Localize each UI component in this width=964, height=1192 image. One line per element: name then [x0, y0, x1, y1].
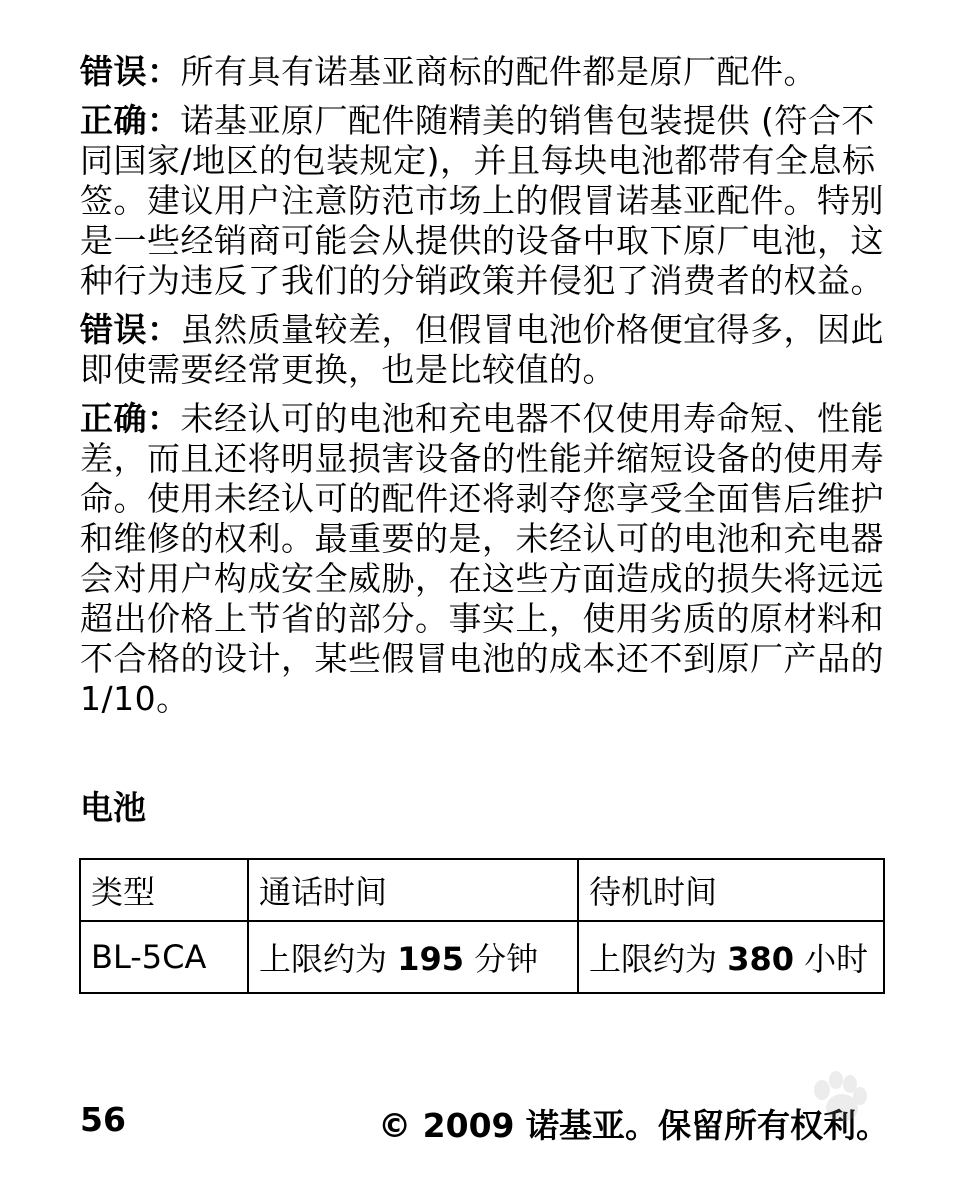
header-standby-time: 待机时间 — [578, 859, 884, 921]
label-wrong: 错误： — [80, 52, 181, 91]
battery-table — [79, 858, 885, 994]
label-wrong: 错误： — [80, 310, 181, 349]
standby-unit: 小时 — [793, 940, 869, 978]
paragraph-fact-1 — [80, 101, 890, 301]
label-correct: 正确： — [80, 101, 181, 140]
standby-value: 380 — [727, 940, 794, 978]
paragraph-fact-2 — [80, 399, 890, 719]
table-header-row — [80, 859, 884, 921]
paragraph-text: 虽然质量较差，但假冒电池价格便宜得多，因此即使需要经常更换，也是比较值的。 — [80, 310, 884, 389]
paragraph-text: 诺基亚原厂配件随精美的销售包装提供 (符合不同国家/地区的包装规定)，并且每块电池都带有全息标签。建议用户注意防范市场上的假冒诺基亚配件。特别是一些经销商可能会从提供的设备中取下原厂电池，这种行为违反了我们的分销政策并侵犯了消费者的权益。 — [80, 101, 884, 300]
document-body — [80, 52, 890, 728]
talk-unit: 分钟 — [463, 940, 539, 978]
header-type: 类型 — [80, 859, 248, 921]
label-correct: 正确： — [80, 399, 181, 438]
page-number: 56 — [80, 1100, 126, 1139]
cell-talk-time — [248, 921, 578, 993]
talk-prefix: 上限约为 — [259, 940, 398, 978]
paragraph-text: 所有具有诺基亚商标的配件都是原厂配件。 — [180, 52, 817, 91]
paragraph-myth-2 — [80, 310, 890, 390]
paragraph-text: 未经认可的电池和充电器不仅使用寿命短、性能差，而且还将明显损害设备的性能并缩短设备的使用寿命。使用未经认可的配件还将剥夺您享受全面售后维护和维修的权利。最重要的是，未经认可的电池和充电器会对用户构成安全威胁，在这些方面造成的损失将远远超出价格上节省的部分。事实上，使用劣质的原材料和不合格的设计，某些假冒电池的成本还不到原厂产品的 1/10。 — [80, 399, 884, 718]
section-title: 电池 — [80, 788, 146, 827]
cell-standby-time — [578, 921, 884, 993]
talk-value: 195 — [397, 940, 464, 978]
standby-prefix: 上限约为 — [589, 940, 728, 978]
cell-battery-type: BL-5CA — [80, 921, 248, 993]
copyright-notice: © 2009 诺基亚。保留所有权利。 — [378, 1106, 889, 1145]
paragraph-myth-1 — [80, 52, 890, 92]
table-row — [80, 921, 884, 993]
header-talk-time: 通话时间 — [248, 859, 578, 921]
